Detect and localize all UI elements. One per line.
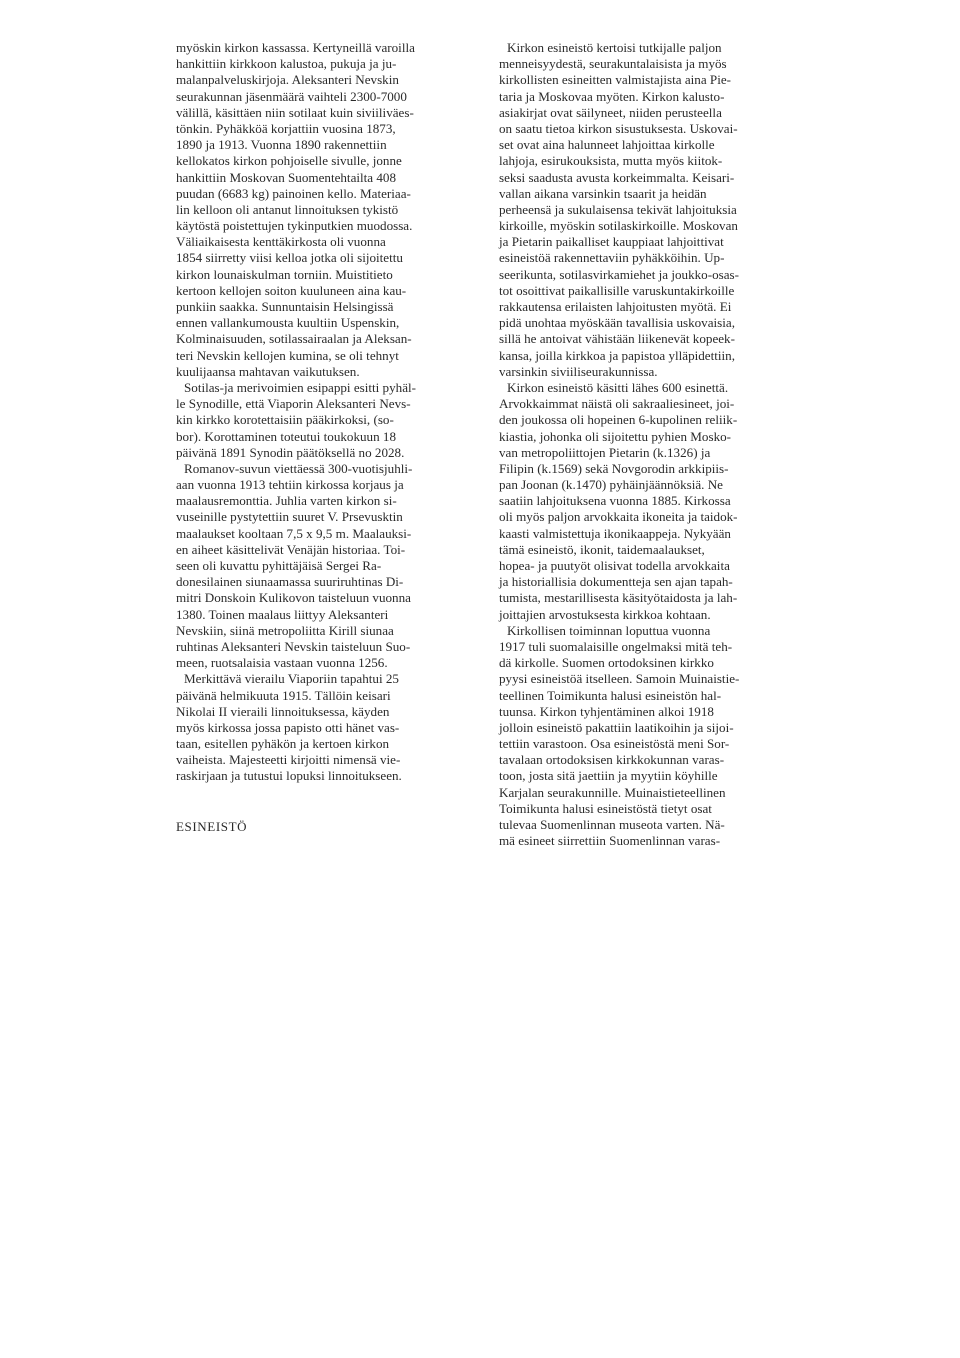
text-line: saatiin lahjoituksena vuonna 1885. Kirkossa bbox=[499, 493, 731, 509]
text-line: menneisyydestä, seurakuntalaisista ja myös bbox=[499, 56, 727, 72]
text-line: seksi saadusta avusta korkeimmalta. Keisari- bbox=[499, 169, 735, 185]
text-line: pan Joonan (k.1470) pyhäinjäännöksiä. Ne bbox=[499, 477, 723, 493]
text-line: Kirkollisen toiminnan loputtua vuonna bbox=[507, 622, 711, 638]
text-line: raskirjaan ja tutustui lopuksi linnoitukseen. bbox=[176, 768, 402, 784]
text-line: ja historiallisia dokumentteja sen ajan tapah- bbox=[499, 574, 733, 590]
text-line: Kirkon esineistö käsitti lähes 600 esinettä. bbox=[507, 379, 729, 395]
text-line: Toimikunta halusi esineistöstä tietyt osat bbox=[499, 800, 712, 816]
text-line: hankittiin kirkkoon kalustoa, pukuja ja ju- bbox=[176, 56, 397, 72]
text-line: tuunsa. Kirkon tyhjentäminen alkoi 1918 bbox=[499, 703, 714, 719]
text-line: mitri Donskoin Kulikovon taisteluun vuonna bbox=[176, 590, 411, 606]
text-line: Kolminaisuuden, sotilassairaalan ja Aleksan- bbox=[176, 331, 412, 347]
text-line: seerikunta, sotilasvirkamiehet ja joukko-osas- bbox=[499, 266, 739, 282]
text-line: 1917 tuli suomalaisille ongelmaksi mitä teh- bbox=[499, 638, 733, 654]
text-line: tot osoittivat paikallisille varuskuntakirkoille bbox=[499, 282, 735, 298]
text-line: myös kirkossa jossa papisto otti hänet vas- bbox=[176, 719, 400, 735]
section-heading: ESINEISTÖ bbox=[176, 818, 248, 834]
text-line: kirkoille, myöskin sotilaskirkoille. Moskovan bbox=[499, 218, 738, 234]
section-spacer bbox=[176, 785, 448, 819]
paragraph bbox=[176, 671, 448, 784]
text-line: ja Pietarin paikalliset kauppiaat lahjoittivat bbox=[499, 234, 724, 250]
text-line: Karjalan seurakunnille. Muinaistieteellinen bbox=[499, 784, 726, 800]
text-line: kirkon lounaiskulman torniin. Muistitieto bbox=[176, 266, 393, 282]
text-line: päivänä 1891 Synodin päätöksellä no 2028. bbox=[176, 444, 405, 460]
text-line: jolloin esineistö pakattiin laatikoihin ja sijoi- bbox=[499, 719, 734, 735]
text-line: seurakunnan jäsenmäärä vaihteli 2300-7000 bbox=[176, 88, 407, 104]
text-line: en aiheet käsittelivät Venäjän historiaa. Toi- bbox=[176, 541, 406, 557]
text-line: hankittiin Moskovan Suomentehtailta 408 bbox=[176, 169, 397, 185]
text-line: maalausremonttia. Juhlia varten kirkon si- bbox=[176, 493, 397, 509]
text-line: kertoon kellojen soiton kuuluneen aina kau- bbox=[176, 282, 407, 298]
text-line: den joukossa oli hopeinen 6-kupolinen reliik- bbox=[499, 412, 738, 428]
paragraph bbox=[176, 461, 448, 671]
paragraph bbox=[499, 623, 771, 850]
text-line: Filipin (k.1569) sekä Novgorodin arkkipiis- bbox=[499, 460, 729, 476]
text-line: kansa, joilla kirkkoa ja papistoa ylläpidettiin, bbox=[499, 347, 735, 363]
text-line: kaasti valmistettuja ikonikaappeja. Nykyään bbox=[499, 525, 731, 541]
text-line: kirkollisten esineitten valmistajista aina Pie- bbox=[499, 72, 731, 88]
text-line: on saatu tietoa kirkon sisustuksesta. Uskovai- bbox=[499, 120, 738, 136]
text-line: hopea- ja puutyöt olisivat todella arvokkaita bbox=[499, 558, 730, 573]
text-line: maalaukset kooltaan 7,5 x 9,5 m. Maalauksi- bbox=[176, 525, 412, 541]
text-line: Nevskiin, siinä metropoliitta Kirill siunaa bbox=[176, 622, 394, 638]
text-line: oli myös paljon arvokkaita ikoneita ja taidok- bbox=[499, 509, 738, 525]
text-line: tämä esineistö, ikonit, taidemaalaukset, bbox=[499, 541, 705, 557]
text-line: tulevaa Suomenlinnan museota varten. Nä- bbox=[499, 817, 725, 832]
text-line: asiakirjat ovat säilyneet, niiden perusteella bbox=[499, 104, 722, 120]
text-line: ruhtinas Aleksanteri Nevskin taisteluun Suo- bbox=[176, 638, 411, 654]
text-line: teellinen Toimikunta halusi esineistön hal- bbox=[499, 687, 722, 703]
paragraph bbox=[176, 380, 448, 461]
text-line: joittajien arvostuksesta kirkkoa kohtaan. bbox=[499, 606, 711, 622]
text-line: sillä he antoivat vähistään liikenevät kopeek- bbox=[499, 331, 735, 347]
text-line: tönkin. Pyhäkköä korjattiin vuosina 1873, bbox=[176, 120, 396, 136]
text-line: tumista, mestarillisesta käsityötaidosta ja lah- bbox=[499, 590, 738, 606]
text-line: kiastia, johonka oli sijoitettu pyhien Mosko- bbox=[499, 428, 732, 444]
paragraph bbox=[499, 380, 771, 623]
text-line: teri Nevskin kellojen kumina, se oli tehnyt bbox=[176, 347, 399, 363]
text-line: puudan (6683 kg) painoinen kello. Materiaa- bbox=[176, 185, 411, 201]
text-line: toon, josta sitä jaettiin ja myytiin köyhille bbox=[499, 768, 718, 784]
text-line: perheensä ja sukulaisensa tekivät lahjoituksia bbox=[499, 201, 737, 217]
text-line: 1854 siirretty viisi kelloa jotka oli sijoitettu bbox=[176, 250, 403, 266]
text-line: kin kirkko korotettaisiin pääkirkoksi, (so- bbox=[176, 412, 394, 428]
right-text-column bbox=[499, 40, 771, 849]
paragraph bbox=[176, 40, 448, 380]
text-line: meen, ruotsalaisia vastaan vuonna 1256. bbox=[176, 655, 388, 671]
text-line: Nikolai II vieraili linnoituksessa, käyden bbox=[176, 703, 390, 719]
text-line: varsinkin siviiliseurakunnissa. bbox=[499, 363, 658, 379]
text-line: rakkautensa erilaisten lahjoitusten myötä. Ei bbox=[499, 299, 732, 314]
text-line: 1890 ja 1913. Vuonna 1890 rakennettiin bbox=[176, 137, 387, 153]
text-line: Sotilas-ja merivoimien esipappi esitti pyhäl- bbox=[184, 379, 417, 395]
text-line: Kirkon esineistö kertoisi tutkijalle paljon bbox=[507, 40, 722, 55]
text-line: van metropoliittojen Pietarin (k.1326) ja bbox=[499, 444, 711, 460]
text-line: käytöstä poistettujen tykinputkien muodossa. bbox=[176, 218, 413, 234]
text-line: donesilainen siunaamassa suuriruhtinas Di- bbox=[176, 574, 404, 590]
text-line: taan, esitellen pyhäkön ja kertoen kirkon bbox=[176, 736, 390, 752]
text-line: mä esineet siirrettiin Suomenlinnan varas- bbox=[499, 833, 721, 849]
text-line: bor). Korottaminen toteutui toukokuun 18 bbox=[176, 428, 397, 444]
text-line: punkiin saakka. Sunnuntaisin Helsingissä bbox=[176, 299, 394, 314]
text-line: seen oli kuvattu pyhittäjäisä Sergei Ra- bbox=[176, 558, 382, 573]
text-line: tavalaan ortodoksisen kirkkokunnan varas- bbox=[499, 752, 725, 768]
text-line: esineistöä rakennettaviin pyhäkköihin. Up- bbox=[499, 250, 725, 266]
left-text-column bbox=[176, 40, 448, 837]
text-line: myöskin kirkon kassassa. Kertyneillä varoilla bbox=[176, 40, 415, 55]
text-line: pyysi esineistöä itselleen. Samoin Muinaistie- bbox=[499, 671, 740, 687]
text-line: Merkittävä vierailu Viaporiin tapahtui 25 bbox=[184, 671, 399, 687]
text-line: set ovat aina halunneet lahjoittaa kirkolle bbox=[499, 137, 715, 153]
text-line: kuulijaansa mahtavan vaikutuksen. bbox=[176, 363, 360, 379]
text-line: malanpalveluskirjoja. Aleksanteri Nevskin bbox=[176, 72, 399, 88]
text-line: päivänä helmikuuta 1915. Tällöin keisari bbox=[176, 687, 391, 703]
paragraph bbox=[499, 40, 771, 380]
text-line: 1380. Toinen maalaus liittyy Aleksanteri bbox=[176, 606, 389, 622]
text-line: ennen vallankumousta kuultiin Uspenskin, bbox=[176, 315, 400, 331]
text-line: lin kelloon oli antanut linnoituksen tykistö bbox=[176, 201, 399, 217]
text-line: tettiin varastoon. Osa esineistöstä meni Sor- bbox=[499, 736, 730, 752]
text-line: le Synodille, että Viaporin Aleksanteri Nevs- bbox=[176, 396, 411, 412]
text-line: kellokatos kirkon pohjoiselle sivulle, jonne bbox=[176, 153, 402, 169]
text-line: taria ja Moskovaa myöten. Kirkon kalusto- bbox=[499, 88, 725, 104]
text-line: pidä unohtaa myöskään tavallisia uskovaisia, bbox=[499, 315, 735, 331]
text-line: Romanov-suvun viettäessä 300-vuotisjuhli- bbox=[184, 460, 413, 476]
text-line: välillä, käsittäen niin sotilaat kuin siviiliväes- bbox=[176, 104, 414, 120]
text-line: dä kirkolle. Suomen ortodoksinen kirkko bbox=[499, 655, 714, 671]
text-line: Arvokkaimmat näistä oli sakraaliesineet, joi- bbox=[499, 396, 735, 412]
text-line: Väliaikaisesta kenttäkirkosta oli vuonna bbox=[176, 234, 386, 250]
text-line: vaiheista. Majesteetti kirjoitti nimensä vie- bbox=[176, 752, 401, 768]
text-line: aan vuonna 1913 tehtiin kirkossa korjaus ja bbox=[176, 477, 404, 493]
text-line: vuseinille pystytettiin suuret V. Prsevusktin bbox=[176, 509, 403, 525]
text-line: lahjoja, esirukouksista, mutta myös kiitok- bbox=[499, 153, 723, 169]
text-line: vallan aikana varsinkin tsaarit ja heidän bbox=[499, 185, 707, 201]
